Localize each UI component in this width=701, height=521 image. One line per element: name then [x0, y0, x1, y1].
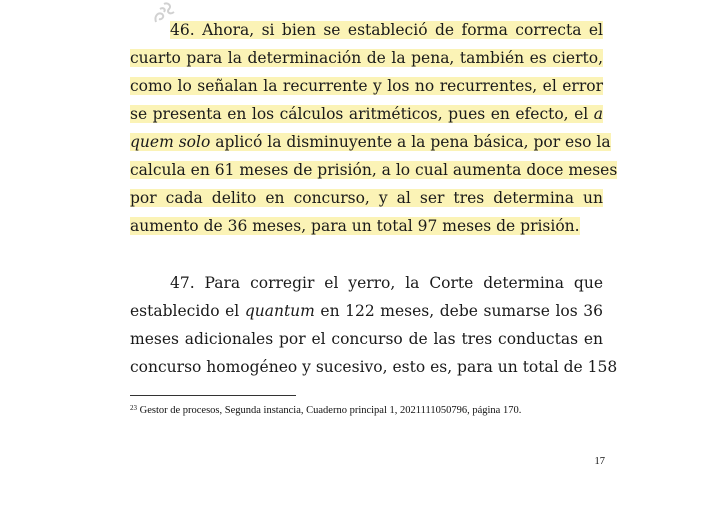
paragraph-47-line-4 [130, 357, 618, 377]
p46-line-7-text: por cada delito en concurso, y al ser tres determina un [130, 189, 603, 207]
paragraph-46-line-3 [130, 76, 603, 96]
paragraph-46-line-8 [130, 216, 603, 236]
p46-line-6-text: calcula en 61 meses de prisión, a lo cual aumenta doce meses [130, 161, 618, 179]
paragraph-47-line-3 [130, 329, 603, 349]
page-number: 17 [594, 456, 605, 467]
paragraph-46-line-6 [130, 160, 618, 180]
p46-italic-a: a [593, 105, 603, 123]
paragraph-46-line-1 [130, 20, 603, 40]
p46-line-1-text: 46. Ahora, si bien se estableció de forma correcta el [170, 21, 603, 39]
paragraph-46-line-7 [130, 188, 603, 208]
p46-line-8-text: aumento de 36 meses, para un total 97 meses de prisión. [130, 217, 580, 235]
p46-line-4-text: se presenta en los cálculos aritméticos, pues en efecto, el [130, 105, 594, 123]
footnote [130, 402, 630, 417]
p47-line-2-text-a: establecido el [130, 302, 245, 320]
p46-line-2-text: cuarto para la determinación de la pena, también es cierto, [130, 49, 603, 67]
p47-line-1-text: 47. Para corregir el yerro, la Corte determina que [170, 274, 603, 292]
footnote-text: Gestor de procesos, Segunda instancia, Cuaderno principal 1, 2021111050796, página 170. [137, 405, 522, 416]
paragraph-47-line-2 [130, 301, 603, 321]
p47-italic-quantum: quantum [244, 302, 315, 320]
paragraph-47-line-1 [130, 273, 603, 293]
p46-line-3-text: como lo señalan la recurrente y los no recurrentes, el error [130, 77, 603, 95]
p47-line-2-text-b: en 122 meses, debe sumarse los 36 [314, 302, 603, 320]
paragraph-46-line-5 [130, 132, 611, 152]
p46-line-5-text: aplicó la disminuyente a la pena básica, por eso la [215, 133, 611, 151]
p47-line-4-text: concurso homogéneo y sucesivo, esto es, para un total de 158 [130, 358, 618, 376]
p47-line-3-text: meses adicionales por el concurso de las tres conductas en [130, 330, 603, 348]
p46-italic-quem-solo: quem solo [130, 133, 211, 151]
paragraph-46-line-4 [130, 104, 603, 124]
footnote-marker: 23 [130, 404, 137, 412]
footnote-separator [130, 395, 296, 396]
paragraph-46-line-2 [130, 48, 603, 68]
